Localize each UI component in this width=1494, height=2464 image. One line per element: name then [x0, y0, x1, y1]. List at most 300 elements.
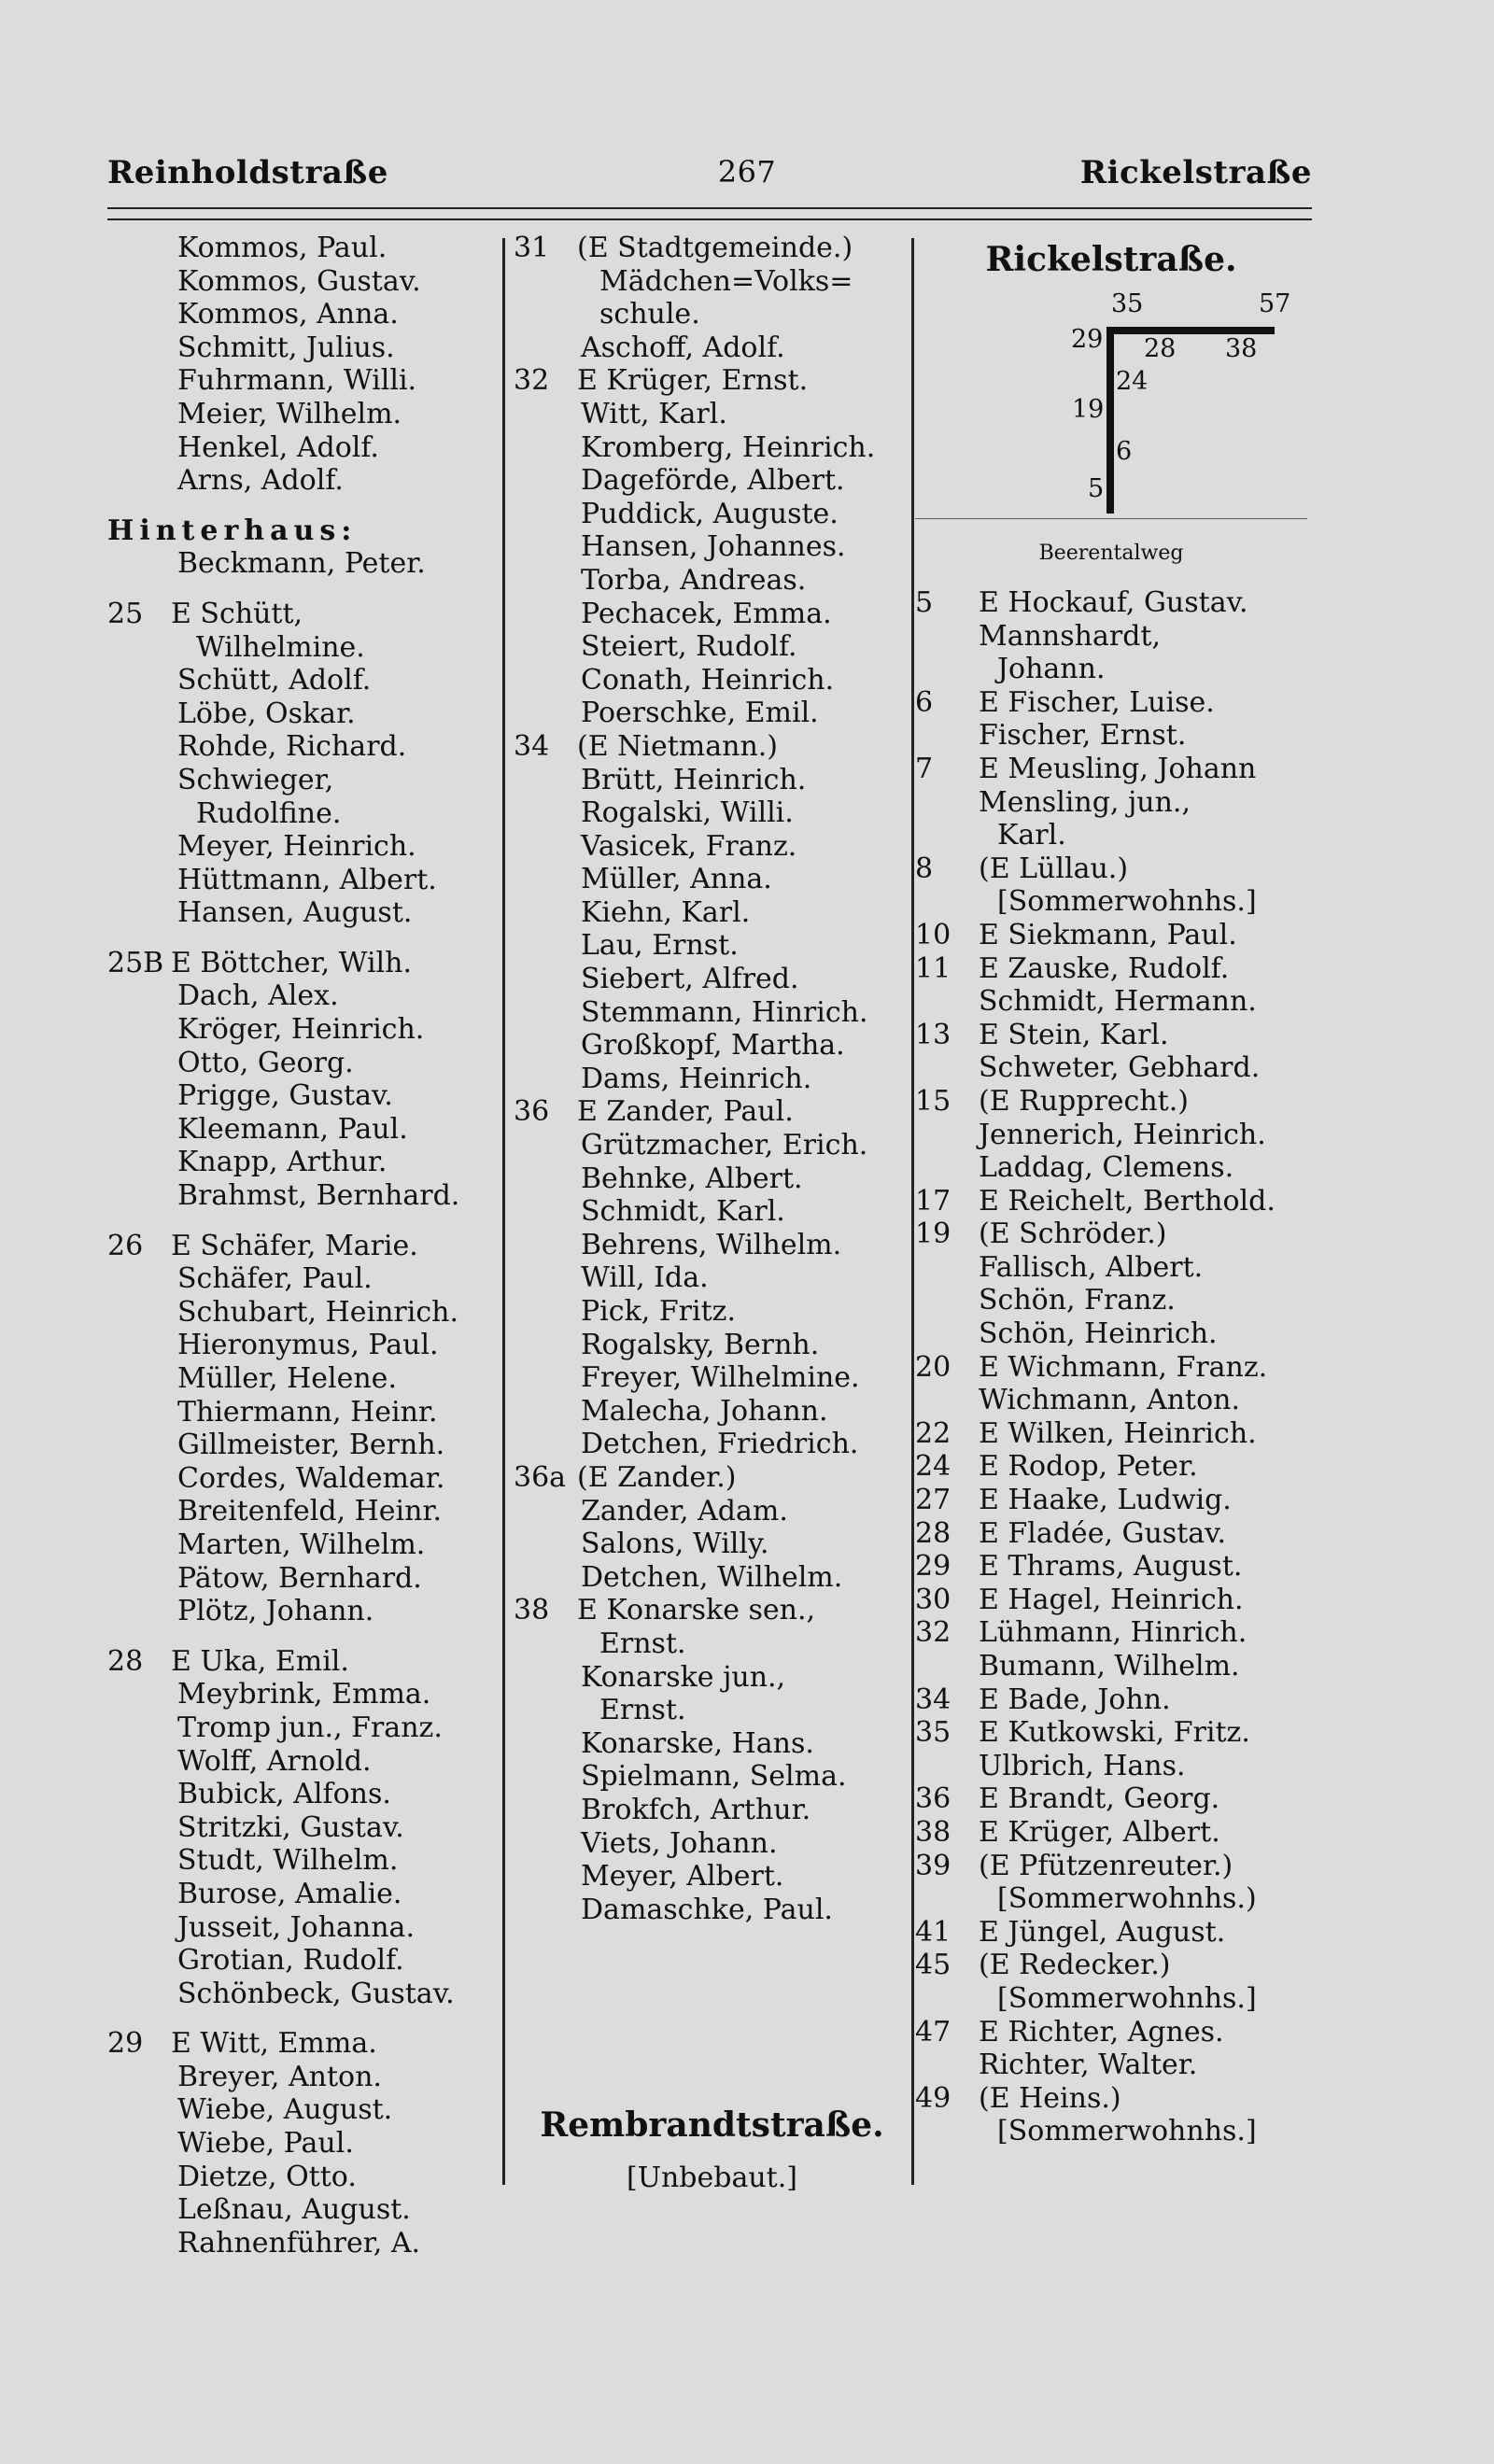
map-label-35: 35: [1111, 289, 1144, 318]
directory-line: [107, 1944, 500, 1978]
house-number: 13: [915, 1018, 951, 1051]
directory-line: [514, 1063, 906, 1096]
resident-name: Grotian, Rudolf.: [177, 1944, 404, 1978]
resident-name: Studt, Wilhelm.: [177, 1844, 399, 1878]
directory-line: [915, 919, 1307, 952]
resident-name: Conath, Heinrich.: [581, 663, 835, 697]
resident-name: E Thrams, August.: [979, 1550, 1243, 1584]
resident-name: Gillmeister, Bernh.: [177, 1429, 445, 1462]
directory-line: [915, 1550, 1307, 1584]
directory-line: [107, 331, 500, 365]
resident-name: (E Nietmann.): [577, 729, 779, 763]
street-title-rickel: Rickelstraße.: [985, 240, 1237, 279]
directory-line: [107, 864, 500, 897]
directory-line: [915, 653, 1307, 686]
directory-line: [915, 952, 1307, 986]
resident-name: E Konarske sen.,: [577, 1594, 816, 1627]
map-baseline: [915, 518, 1307, 519]
resident-name: Rahnenführer, A.: [177, 2226, 421, 2260]
house-number: 32: [514, 364, 550, 398]
house-number: 17: [915, 1184, 951, 1218]
directory-line: [107, 1429, 500, 1462]
resident-name: Prigge, Gustav.: [177, 1079, 393, 1113]
page-number: 267: [717, 154, 777, 190]
running-header-right: Rickelstraße: [1079, 154, 1312, 191]
directory-line: [514, 1029, 906, 1063]
house-number: 7: [915, 752, 934, 785]
directory-line: [915, 1351, 1307, 1385]
directory-line: [915, 1782, 1307, 1816]
directory-line: [514, 1594, 906, 1627]
map-label-5: 5: [1088, 474, 1105, 503]
resident-name: Witt, Karl.: [581, 397, 727, 430]
resident-name: E Kutkowski, Fritz.: [979, 1716, 1250, 1750]
resident-name: (E Pfützenreuter.): [979, 1849, 1233, 1882]
directory-line: [514, 863, 906, 896]
directory-line: [514, 1495, 906, 1528]
resident-name: Bumann, Wilhelm.: [979, 1650, 1240, 1683]
directory-line: [514, 431, 906, 465]
resident-name: Pechacek, Emma.: [581, 597, 832, 630]
map-label-6: 6: [1116, 437, 1133, 466]
directory-line: [514, 929, 906, 963]
directory-line: [514, 1528, 906, 1561]
directory-line: [107, 1329, 500, 1362]
directory-line: [514, 598, 906, 631]
directory-line: [915, 1650, 1307, 1683]
directory-line: [107, 364, 500, 398]
resident-name: (E Rupprecht.): [979, 1084, 1189, 1118]
resident-name: Brütt, Heinrich.: [581, 763, 807, 796]
resident-name: Brahmst, Bernhard.: [177, 1179, 460, 1213]
directory-line: [915, 885, 1307, 919]
house-number: 25: [107, 597, 144, 630]
directory-line: [514, 1561, 906, 1595]
directory-line: [107, 764, 500, 797]
directory-line: [107, 2027, 500, 2061]
resident-name: Ernst.: [599, 1694, 686, 1727]
directory-line: [915, 1019, 1307, 1052]
resident-name: Aschoff, Adolf.: [581, 331, 785, 364]
resident-name: Großkopf, Martha.: [581, 1029, 845, 1063]
resident-name: Meyer, Albert.: [581, 1860, 784, 1894]
resident-name: Mädchen=Volks=: [599, 264, 853, 298]
resident-name: Pick, Fritz.: [581, 1295, 736, 1328]
directory-line: [514, 298, 906, 331]
directory-line: [514, 664, 906, 697]
resident-name: E Krüger, Albert.: [979, 1815, 1220, 1849]
resident-name: Kommos, Gustav.: [177, 264, 421, 298]
directory-line: [107, 1262, 500, 1296]
resident-name: Kiehn, Karl.: [581, 895, 751, 929]
directory-line: [107, 265, 500, 299]
resident-name: Wilhelmine.: [196, 630, 365, 664]
directory-line: [915, 1616, 1307, 1650]
resident-name: Stemmann, Hinrich.: [581, 995, 868, 1029]
house-number: 34: [915, 1683, 951, 1716]
directory-line: [107, 1711, 500, 1745]
map-road-horizontal: [1106, 327, 1275, 334]
directory-line: [915, 620, 1307, 654]
entry-gap: [107, 930, 500, 947]
directory-line: [915, 1085, 1307, 1119]
resident-name: E Zauske, Rudolf.: [979, 951, 1230, 985]
resident-name: Kromberg, Heinrich.: [581, 430, 876, 464]
directory-line: [107, 1645, 500, 1679]
directory-line: [915, 1284, 1307, 1317]
resident-name: Burose, Amalie.: [177, 1877, 402, 1910]
column-2: [514, 232, 906, 1926]
resident-name: Fallisch, Albert.: [979, 1250, 1204, 1284]
resident-name: Hansen, August.: [177, 896, 413, 930]
map-label-38: 38: [1225, 334, 1258, 363]
directory-line: [514, 265, 906, 299]
directory-line: [915, 1683, 1307, 1717]
house-number: 29: [915, 1550, 951, 1584]
directory-line: [514, 464, 906, 498]
house-number: 39: [915, 1849, 951, 1882]
directory-line: [514, 764, 906, 797]
directory-line: [915, 2016, 1307, 2049]
directory-line: [514, 1395, 906, 1429]
resident-name: Leßnau, August.: [177, 2193, 411, 2227]
resident-name: Detchen, Friedrich.: [581, 1428, 859, 1461]
resident-name: Bubick, Alfons.: [177, 1778, 391, 1811]
resident-name: Torba, Andreas.: [581, 563, 807, 597]
map-label-57: 57: [1259, 289, 1291, 318]
directory-line: [514, 1129, 906, 1162]
resident-name: Kommos, Paul.: [177, 232, 388, 264]
house-number: 36a: [514, 1460, 567, 1494]
column-divider-1: [502, 238, 505, 2185]
directory-line: [107, 1495, 500, 1528]
resident-name: Laddag, Clemens.: [979, 1151, 1234, 1185]
house-number: 20: [915, 1350, 951, 1384]
street-map: [915, 288, 1307, 568]
resident-name: [Sommerwohnhs.]: [997, 2115, 1257, 2148]
resident-name: E Jüngel, August.: [979, 1915, 1226, 1949]
directory-line: [915, 1185, 1307, 1218]
resident-name: Wiebe, August.: [177, 2093, 393, 2127]
directory-line: [107, 697, 500, 731]
directory-line: [107, 2161, 500, 2194]
resident-name: Jennerich, Heinrich.: [979, 1118, 1266, 1151]
directory-line: [107, 631, 500, 665]
directory-line: [915, 2049, 1307, 2082]
house-number: 10: [915, 918, 951, 951]
resident-name: E Wichmann, Franz.: [979, 1350, 1268, 1384]
resident-name: E Stein, Karl.: [979, 1018, 1169, 1051]
resident-name: Otto, Georg.: [177, 1046, 354, 1079]
directory-line: [514, 331, 906, 365]
resident-name: Salons, Willy.: [581, 1528, 769, 1561]
resident-name: Müller, Anna.: [581, 863, 772, 896]
resident-name: E Fischer, Luise.: [979, 685, 1215, 719]
entry-gap: [107, 581, 500, 598]
resident-name: E Reichelt, Berthold.: [979, 1184, 1276, 1218]
directory-line: [514, 896, 906, 930]
resident-name: Siebert, Alfred.: [581, 963, 799, 996]
directory-line: [915, 1151, 1307, 1185]
resident-name: Mensling, jun.,: [979, 785, 1191, 819]
directory-line: [915, 1384, 1307, 1417]
house-number: 8: [915, 852, 934, 885]
map-label-28: 28: [1144, 334, 1177, 363]
resident-name: Mannshardt,: [979, 619, 1161, 653]
resident-name: Schönbeck, Gustav.: [177, 1977, 455, 2010]
house-number: 45: [915, 1949, 951, 1982]
directory-line: [915, 1484, 1307, 1517]
resident-name: Meier, Wilhelm.: [177, 397, 402, 430]
directory-line: [107, 1146, 500, 1179]
directory-line: [514, 630, 906, 664]
resident-name: E Böttcher, Wilh.: [171, 946, 413, 979]
resident-name: Schmidt, Karl.: [581, 1195, 785, 1229]
directory-line: [107, 797, 500, 831]
resident-name: Rogalsky, Bernh.: [581, 1328, 820, 1361]
directory-line: [107, 547, 500, 581]
resident-name: Puddick, Auguste.: [581, 497, 839, 530]
directory-line: [514, 1428, 906, 1461]
directory-line: [514, 796, 906, 830]
directory-line: [915, 1218, 1307, 1251]
house-number: 25B: [107, 946, 164, 979]
resident-name: Meybrink, Emma.: [177, 1678, 431, 1711]
directory-line: [514, 830, 906, 864]
directory-line: [514, 1295, 906, 1329]
resident-name: Wiebe, Paul.: [177, 2127, 354, 2161]
resident-name: Rudolfine.: [196, 796, 342, 830]
resident-name: E Zander, Paul.: [577, 1095, 794, 1129]
directory-line: [107, 1778, 500, 1811]
directory-line: [915, 1882, 1307, 1916]
directory-line: [514, 1627, 906, 1661]
house-number: 27: [915, 1484, 951, 1517]
resident-name: Rohde, Richard.: [177, 730, 407, 764]
directory-line: [107, 1047, 500, 1080]
directory-line: [915, 1716, 1307, 1750]
resident-name: Karl.: [997, 819, 1066, 852]
map-label-29: 29: [1071, 325, 1104, 354]
section-heading: Hinterhaus:: [107, 514, 358, 547]
resident-name: Arns, Adolf.: [177, 464, 344, 498]
resident-name: Malecha, Johann.: [581, 1394, 828, 1428]
resident-name: Breitenfeld, Heinr.: [177, 1495, 443, 1528]
resident-name: Plötz, Johann.: [177, 1595, 374, 1628]
directory-line: [915, 1517, 1307, 1551]
directory-line: [915, 2115, 1307, 2148]
resident-name: Ernst.: [599, 1626, 686, 1660]
resident-name: Behnke, Albert.: [581, 1162, 803, 1195]
directory-line: [107, 1678, 500, 1711]
resident-name: E Siekmann, Paul.: [979, 918, 1237, 951]
directory-line: [107, 979, 500, 1013]
resident-name: Wichmann, Anton.: [979, 1384, 1241, 1417]
map-label-19: 19: [1072, 395, 1105, 424]
resident-name: Lau, Ernst.: [581, 929, 739, 963]
house-number: 36: [514, 1095, 550, 1129]
resident-name: [Sommerwohnhs.]: [997, 885, 1257, 919]
house-number: 28: [915, 1516, 951, 1550]
resident-name: Schäfer, Paul.: [177, 1262, 373, 1296]
entry-gap: [107, 1628, 500, 1645]
directory-line: [107, 514, 500, 548]
map-road-vertical: [1106, 327, 1114, 514]
resident-name: Konarske jun.,: [581, 1660, 786, 1694]
house-number: 36: [915, 1782, 951, 1816]
house-number: 22: [915, 1416, 951, 1450]
column-1: [107, 232, 500, 2260]
directory-line: [107, 1844, 500, 1878]
directory-line: [107, 298, 500, 331]
resident-name: Detchen, Wilhelm.: [581, 1560, 843, 1594]
house-number: 34: [514, 729, 550, 763]
resident-name: (E Stadtgemeinde.): [577, 232, 853, 264]
directory-line: [514, 398, 906, 431]
directory-line: [107, 431, 500, 465]
resident-name: Poerschke, Emil.: [581, 697, 819, 730]
house-number: 28: [107, 1644, 144, 1678]
resident-name: Thiermann, Heinr.: [177, 1395, 438, 1429]
resident-name: Steiert, Rudolf.: [581, 630, 797, 664]
resident-name: Meyer, Heinrich.: [177, 830, 416, 864]
house-number: 30: [915, 1583, 951, 1616]
resident-name: Fischer, Ernst.: [979, 719, 1187, 753]
resident-name: Damaschke, Paul.: [581, 1893, 833, 1926]
directory-line: [915, 1119, 1307, 1152]
directory-line: [514, 1894, 906, 1927]
house-number: 38: [915, 1815, 951, 1849]
resident-name: (E Lüllau.): [979, 852, 1129, 885]
resident-name: E Wilken, Heinrich.: [979, 1416, 1257, 1450]
resident-name: E Uka, Emil.: [171, 1644, 349, 1678]
directory-line: [107, 1562, 500, 1596]
resident-name: Spielmann, Selma.: [581, 1760, 847, 1794]
resident-name: Ulbrich, Hans.: [979, 1749, 1186, 1782]
entry-gap: [107, 2010, 500, 2027]
resident-name: Stritzki, Gustav.: [177, 1810, 404, 1844]
resident-name: E Krüger, Ernst.: [577, 364, 809, 398]
directory-line: [514, 1794, 906, 1827]
directory-line: [915, 819, 1307, 852]
house-number: 26: [107, 1229, 144, 1262]
resident-name: Kröger, Heinrich.: [177, 1013, 425, 1047]
directory-line: [514, 1694, 906, 1727]
resident-name: Schütt, Adolf.: [177, 664, 372, 697]
directory-line: [915, 753, 1307, 786]
directory-line: [514, 1661, 906, 1695]
resident-name: E Hagel, Heinrich.: [979, 1583, 1244, 1616]
directory-line: [107, 1811, 500, 1845]
directory-line: [107, 1911, 500, 1945]
directory-line: [514, 1162, 906, 1196]
resident-name: Rogalski, Willi.: [581, 796, 794, 830]
resident-name: Johann.: [997, 653, 1106, 686]
resident-name: Schubart, Heinrich.: [177, 1295, 458, 1329]
directory-line: [107, 896, 500, 930]
directory-line: [107, 664, 500, 697]
resident-name: Dach, Alex.: [177, 979, 339, 1013]
directory-line: [107, 2093, 500, 2127]
directory-line: [514, 1329, 906, 1362]
resident-name: Henkel, Adolf.: [177, 430, 379, 464]
resident-name: Schmitt, Julius.: [177, 331, 395, 364]
directory-line: [915, 1750, 1307, 1783]
directory-line: [107, 1595, 500, 1628]
directory-line: [107, 1296, 500, 1330]
directory-line: [915, 1251, 1307, 1285]
directory-line: [514, 364, 906, 398]
resident-name: Behrens, Wilhelm.: [581, 1228, 842, 1261]
directory-line: [107, 2127, 500, 2161]
directory-line: [107, 232, 500, 265]
directory-line: [915, 985, 1307, 1019]
resident-name: Schweter, Gebhard.: [979, 1051, 1261, 1085]
resident-name: E Schäfer, Marie.: [171, 1229, 418, 1262]
resident-name: E Haake, Ludwig.: [979, 1484, 1232, 1517]
cross-street-label: Beerentalweg: [1038, 542, 1184, 565]
directory-line: [107, 2061, 500, 2094]
resident-name: Brokfch, Arthur.: [581, 1793, 811, 1826]
directory-line: [514, 1760, 906, 1794]
directory-line: [107, 1079, 500, 1113]
directory-line: [107, 1745, 500, 1779]
resident-name: Schön, Heinrich.: [979, 1317, 1218, 1351]
house-number: 35: [915, 1716, 951, 1750]
directory-line: [514, 963, 906, 996]
resident-name: (E Heins.): [979, 2081, 1121, 2115]
resident-name: Lühmann, Hinrich.: [979, 1616, 1247, 1650]
resident-name: Beckmann, Peter.: [177, 547, 426, 581]
resident-name: Wolff, Arnold.: [177, 1744, 372, 1778]
directory-line: [915, 586, 1307, 620]
directory-line: [514, 232, 906, 265]
resident-name: Löbe, Oskar.: [177, 697, 356, 730]
directory-line: [915, 686, 1307, 720]
directory-line: [514, 1461, 906, 1495]
directory-line: [107, 2193, 500, 2227]
directory-line: [107, 1179, 500, 1213]
directory-line: [915, 852, 1307, 886]
resident-name: E Rodop, Peter.: [979, 1450, 1198, 1484]
map-label-24: 24: [1116, 367, 1149, 396]
directory-line: [915, 1584, 1307, 1617]
directory-line: [514, 730, 906, 764]
resident-name: Müller, Helene.: [177, 1362, 397, 1395]
directory-line: [107, 1528, 500, 1562]
resident-name: E Meusling, Johann: [979, 752, 1257, 785]
resident-name: Grützmacher, Erich.: [581, 1129, 868, 1162]
resident-name: [Sommerwohnhs.]: [997, 1981, 1257, 2015]
resident-name: Freyer, Wilhelmine.: [581, 1361, 860, 1395]
resident-name: E Brandt, Georg.: [979, 1782, 1220, 1816]
directory-line: [514, 1095, 906, 1129]
directory-line: [514, 697, 906, 730]
street-title-rembrandt: Rembrandtstraße.: [540, 2105, 884, 2145]
directory-line: [514, 498, 906, 531]
entry-gap: [107, 498, 500, 514]
resident-name: Dietze, Otto.: [177, 2160, 357, 2193]
directory-line: [915, 1317, 1307, 1351]
resident-name: (E Schröder.): [979, 1218, 1167, 1251]
house-number: 49: [915, 2081, 951, 2115]
house-number: 32: [915, 1616, 951, 1650]
directory-line: [107, 1013, 500, 1047]
directory-line: [915, 1051, 1307, 1085]
resident-name: schule.: [599, 298, 700, 331]
resident-name: Pätow, Bernhard.: [177, 1561, 422, 1595]
directory-line: [107, 830, 500, 864]
